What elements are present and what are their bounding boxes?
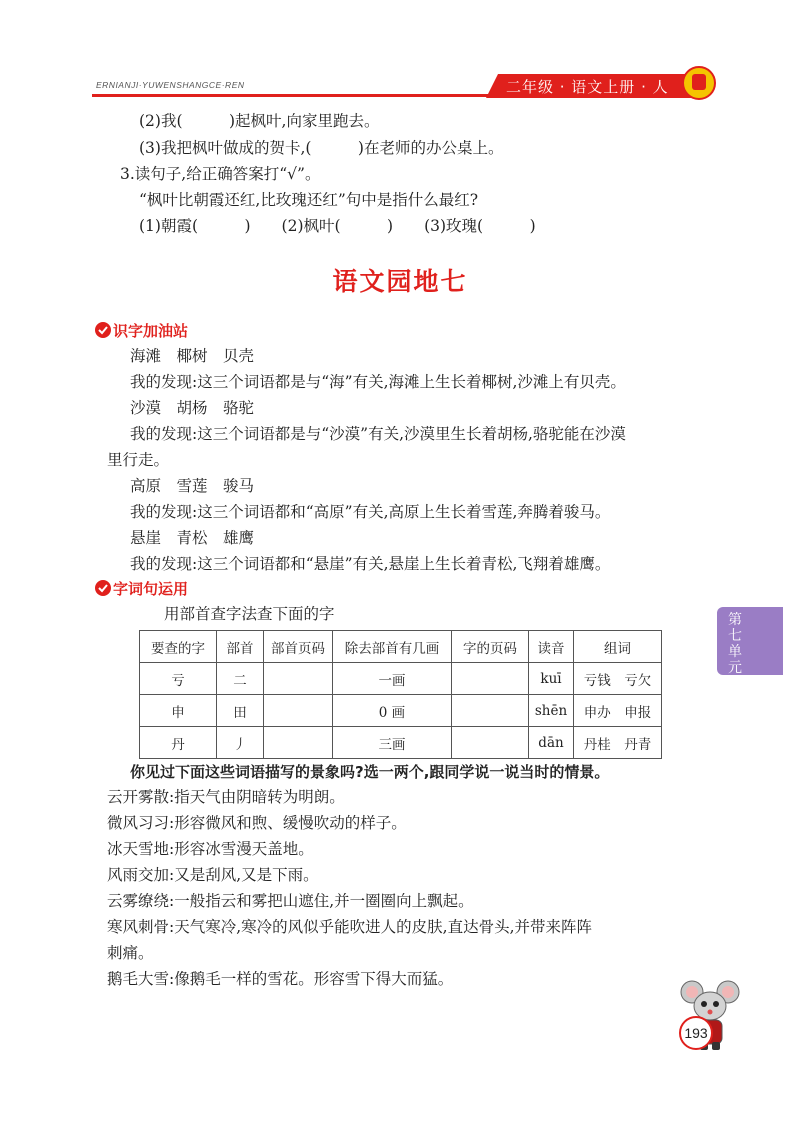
discovery-line: 里行走。 bbox=[107, 451, 170, 469]
header-tagline: ERNIANJI·YUWENSHANGCE·REN bbox=[96, 80, 245, 90]
table-cell: 丿 bbox=[217, 727, 264, 759]
table-cell: 田 bbox=[217, 695, 264, 727]
table-header-cell: 组词 bbox=[574, 631, 662, 663]
sub-heading-word-use: 字词句运用 bbox=[113, 580, 189, 598]
discussion-question: 你见过下面这些词语描写的景象吗?选一两个,跟同学说一说当时的情景。 bbox=[130, 763, 610, 781]
table-cell: 亏 bbox=[140, 663, 217, 695]
table-cell-blank bbox=[452, 727, 529, 759]
idiom-line: 冰天雪地:形容冰雪漫天盖地。 bbox=[107, 840, 314, 858]
table-cell: 亏钱 亏欠 bbox=[574, 663, 662, 695]
discovery-line: 我的发现:这三个词语都和“悬崖”有关,悬崖上生长着青松,飞翔着雄鹰。 bbox=[130, 555, 611, 573]
exercise-line: (1)朝霞( ) (2)枫叶( ) (3)玫瑰( ) bbox=[139, 217, 536, 235]
unit-side-tab bbox=[717, 607, 783, 675]
table-cell: 丹桂 丹青 bbox=[574, 727, 662, 759]
exercise-line: 3.读句子,给正确答案打“√”。 bbox=[120, 165, 321, 183]
check-icon bbox=[95, 322, 111, 338]
table-cell: 申办 申报 bbox=[574, 695, 662, 727]
table-cell: 0 画 bbox=[333, 695, 452, 727]
table-header-cell: 部首 bbox=[217, 631, 264, 663]
table-cell-blank bbox=[452, 663, 529, 695]
idiom-line: 寒风刺骨:天气寒冷,寒冷的风似乎能吹进人的皮肤,直达骨头,并带来阵阵 bbox=[107, 918, 593, 936]
idiom-line: 云雾缭绕:一般指云和雾把山遮住,并一圈圈向上飘起。 bbox=[107, 892, 474, 910]
table-cell: 丹 bbox=[140, 727, 217, 759]
word-group: 沙漠 胡杨 骆驼 bbox=[130, 399, 255, 417]
idiom-line: 风雨交加:又是刮风,又是下雨。 bbox=[107, 866, 319, 884]
word-group: 悬崖 青松 雄鹰 bbox=[130, 529, 255, 547]
table-intro: 用部首查字法查下面的字 bbox=[164, 605, 335, 623]
book-logo-inner bbox=[692, 74, 706, 90]
check-icon bbox=[95, 580, 111, 596]
table-cell-blank bbox=[264, 663, 333, 695]
table-cell: 一画 bbox=[333, 663, 452, 695]
discovery-line: 我的发现:这三个词语都是与“沙漠”有关,沙漠里生长着胡杨,骆驼能在沙漠 bbox=[130, 425, 626, 443]
table-cell: 申 bbox=[140, 695, 217, 727]
table-cell: shēn bbox=[529, 695, 574, 727]
table-cell-blank bbox=[264, 727, 333, 759]
discovery-line: 我的发现:这三个词语都是与“海”有关,海滩上生长着椰树,沙滩上有贝壳。 bbox=[130, 373, 626, 391]
table-header-cell: 除去部首有几画 bbox=[333, 631, 452, 663]
idiom-line: 刺痛。 bbox=[107, 944, 154, 962]
exercise-line: (2)我( )起枫叶,向家里跑去。 bbox=[139, 112, 380, 130]
discovery-line: 我的发现:这三个词语都和“高原”有关,高原上生长着雪莲,奔腾着骏马。 bbox=[130, 503, 611, 521]
word-group: 高原 雪莲 骏马 bbox=[130, 477, 255, 495]
exercise-line: (3)我把枫叶做成的贺卡,( )在老师的办公桌上。 bbox=[139, 139, 504, 157]
sub-heading-literacy: 识字加油站 bbox=[113, 322, 189, 340]
table-header-cell: 要查的字 bbox=[140, 631, 217, 663]
word-group: 海滩 椰树 贝壳 bbox=[130, 347, 255, 365]
exercise-line: “枫叶比朝霞还红,比玫瑰还红”句中是指什么最红? bbox=[139, 191, 479, 209]
table-cell: 二 bbox=[217, 663, 264, 695]
idiom-line: 云开雾散:指天气由阴暗转为明朗。 bbox=[107, 788, 345, 806]
table-header-row bbox=[140, 631, 662, 663]
table-cell: dān bbox=[529, 727, 574, 759]
header-title: 二年级 · 语文上册 · 人 bbox=[506, 78, 669, 96]
table-header-cell: 字的页码 bbox=[452, 631, 529, 663]
table-row bbox=[140, 663, 662, 695]
table-cell-blank bbox=[264, 695, 333, 727]
table-cell: kuī bbox=[529, 663, 574, 695]
idiom-line: 鹅毛大雪:像鹅毛一样的雪花。形容雪下得大而猛。 bbox=[107, 970, 454, 988]
table-header-cell: 读音 bbox=[529, 631, 574, 663]
table-cell-blank bbox=[452, 695, 529, 727]
section-title: 语文园地七 bbox=[332, 267, 468, 296]
table-row bbox=[140, 727, 662, 759]
unit-side-tab-label: 第七单元 bbox=[728, 612, 742, 676]
table-cell: 三画 bbox=[333, 727, 452, 759]
radical-lookup-table bbox=[139, 630, 662, 759]
idiom-line: 微风习习:形容微风和煦、缓慢吹动的样子。 bbox=[107, 814, 407, 832]
table-header-cell: 部首页码 bbox=[264, 631, 333, 663]
page-number: 193 bbox=[679, 1016, 713, 1050]
table-row bbox=[140, 695, 662, 727]
